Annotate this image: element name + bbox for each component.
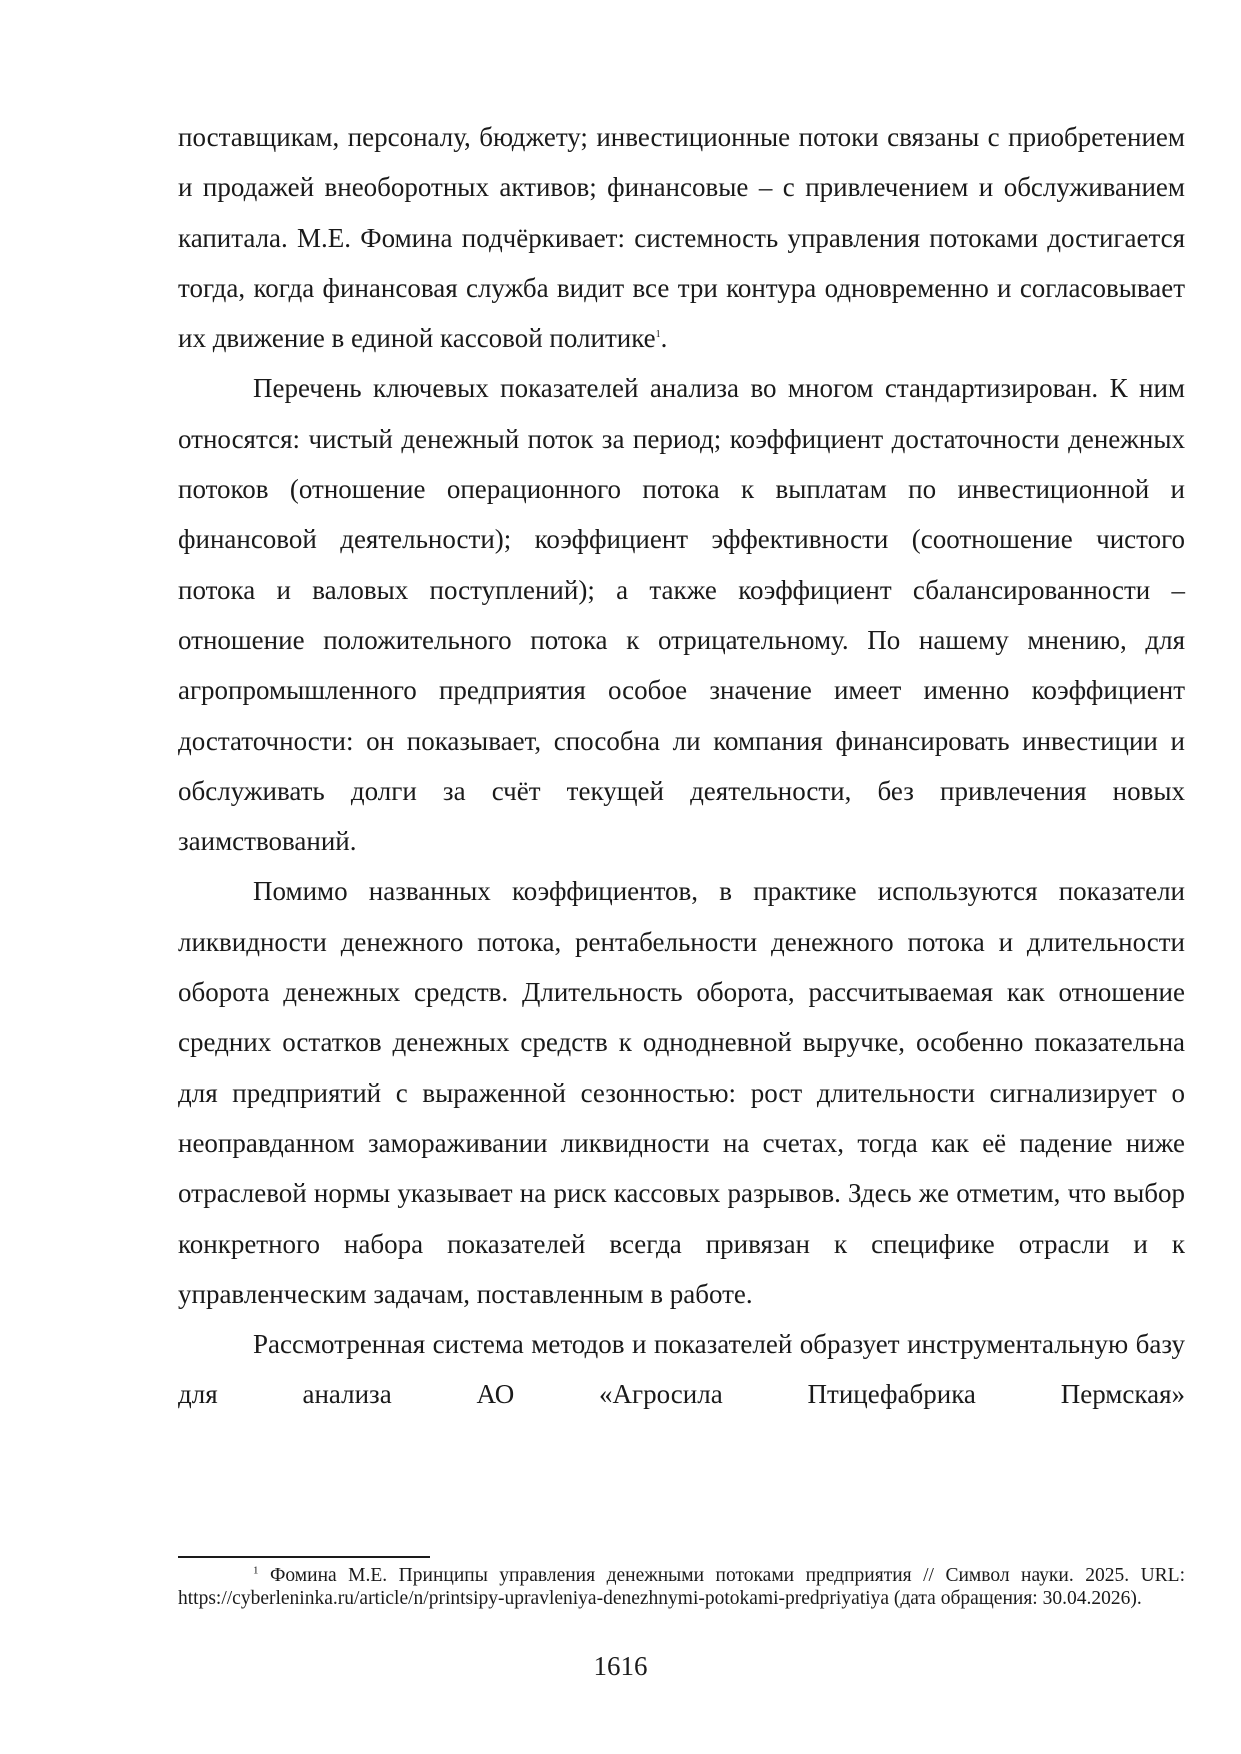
page-body (178, 112, 1185, 1420)
footnote-text: Фомина М.Е. Принципы управления денежными потоками предприятия // Символ науки. 2025. URL: https://cyberleninka.ru/article/n/printsipy-upravleniya-denezhnymi-potokami-predpriyatiya (дата обращения: 30.04.2026). (178, 1565, 1185, 1609)
footnote-separator (178, 1556, 430, 1558)
footnote-reference[interactable]: 1 (655, 329, 661, 341)
footnote-marker: 1 (253, 1564, 259, 1577)
page-number: 1616 (593, 1651, 648, 1681)
paragraph-1-end: . (660, 323, 668, 354)
paragraph-1-text: поставщикам, персоналу, бюджету; инвестиционные потоки связаны с приобретением и продажей внеоборотных активов; финансовые – с привлечением и обслуживанием капитала. М.Е. Фомина подчёркивает: системность управления потоками достигается тогда, когда финансовая служба видит все три контура одновременно и согласовывает их движение в единой кассовой политике (178, 122, 1185, 354)
paragraph-2: Перечень ключевых показателей анализа во многом стандартизирован. К ним относятся: чистый денежный поток за период; коэффициент достаточности денежных потоков (отношение операционного потока к выплатам по инвестиционной и финансовой деятельности); коэффициент эффективности (соотношение чистого потока и валовых поступлений); а также коэффициент сбалансированности – отношение положительного потока к отрицательному. По нашему мнению, для агропромышленного предприятия особое значение имеет именно коэффициент достаточности: он показывает, способна ли компания финансировать инвестиции и обслуживать долги за счёт текущей деятельности, без привлечения новых заимствований. (178, 373, 1185, 857)
paragraph-3: Помимо названных коэффициентов, в практике используются показатели ликвидности денежного потока, рентабельности денежного потока и длительности оборота денежных средств. Длительность оборота, рассчитываемая как отношение средних остатков денежных средств к однодневной выручке, особенно показательна для предприятий с выраженной сезонностью: рост длительности сигнализирует о неоправданном замораживании ликвидности на счетах, тогда как её падение ниже отраслевой нормы указывает на риск кассовых разрывов. Здесь же отметим, что выбор конкретного набора показателей всегда привязан к специфике отрасли и к управленческим задачам, поставленным в работе. (178, 876, 1185, 1309)
footnote-body (178, 1564, 1185, 1610)
main-text (178, 112, 1185, 1420)
footnote (178, 1564, 1185, 1610)
paragraph-1 (178, 112, 1185, 363)
paragraph-4: Рассмотренная система методов и показателей образует инструментальную базу для анализа АО «Агросила Птицефабрика Пермская» (178, 1329, 1185, 1410)
